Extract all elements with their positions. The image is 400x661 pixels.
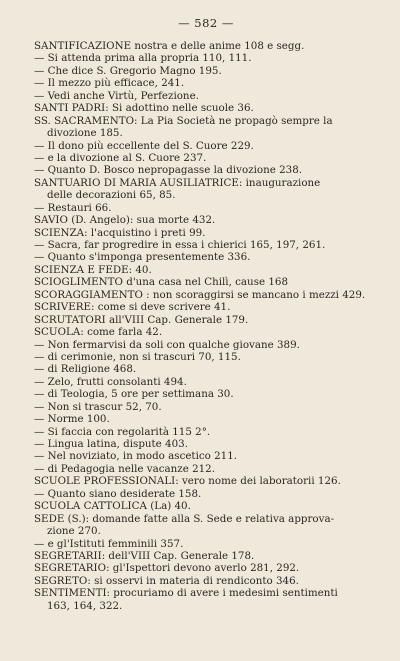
index-entry-continuation: 163, 164, 322.	[47, 599, 123, 612]
index-subentry: — Quanto D. Bosco nepropagasse la divozione 238.	[34, 164, 303, 177]
index-entry-heading: SS. SACRAMENTO: La Pia Società ne propagò sempre la	[34, 114, 333, 127]
index-entries	[34, 40, 380, 612]
index-subentry: — di cerimonie, non si trascuri 70, 115.	[34, 350, 241, 363]
index-subentry: — Si faccia con regolarità 115 2°.	[34, 425, 211, 438]
index-entry-heading: SCUOLA: come farla 42.	[34, 326, 163, 339]
index-entry-continuation: divozione 185.	[47, 127, 123, 140]
index-entry-heading: SCIENZA E FEDE: 40.	[34, 263, 152, 276]
index-subentry: — Sacra, far progredire in essa i chierici 165, 197, 261.	[34, 239, 326, 251]
index-entry-heading: SEGRETARIO: gl'Ispettori devono averlo 281, 292.	[34, 562, 300, 575]
index-subentry: — di Pedagogia nelle vacanze 212.	[34, 462, 215, 475]
index-subentry: — Nel noviziato, in modo ascetico 211.	[34, 450, 238, 463]
index-subentry: — Quanto siano desiderate 158.	[34, 487, 202, 500]
index-entry-heading: SEGRETARII: dell'VIII Cap. Generale 178.	[34, 549, 255, 562]
index-subentry: — Non fermarvisi da soli con qualche giovane 389.	[34, 338, 300, 351]
index-subentry: — Il dono più eccellente del S. Cuore 229.	[34, 139, 254, 152]
index-subentry: — di Religione 468.	[34, 363, 137, 376]
index-entry-heading: SCIENZA: l'acquistino i preti 99.	[34, 226, 206, 239]
index-entry-continuation: zione 270.	[47, 525, 101, 538]
index-entry-heading: SCUOLA CATTOLICA (La) 40.	[34, 500, 191, 513]
index-subentry: — Lingua latina, dispute 403.	[34, 438, 188, 450]
index-subentry: — Norme 100.	[34, 413, 110, 426]
index-subentry: — Non si trascur 52, 70.	[34, 400, 162, 413]
index-entry-heading: SAVIO (D. Angelo): sua morte 432.	[34, 214, 216, 227]
index-subentry: — Il mezzo più efficace, 241.	[34, 77, 185, 90]
index-subentry: — e gl'Istituti femminili 357.	[34, 537, 184, 550]
index-subentry: — e la divozione al S. Cuore 237.	[34, 151, 207, 164]
index-subentry: — Vedi anche Virtù, Perfezione.	[34, 89, 199, 102]
index-entry-heading: SANTIFICAZIONE nostra e delle anime 108 e segg.	[34, 40, 305, 52]
page-number: — 582 —	[178, 16, 234, 30]
index-subentry: — Si attenda prima alla propria 110, 111.	[34, 52, 252, 65]
index-entry-heading: SENTIMENTI: procuriamo di avere i medesimi sentimenti	[34, 587, 338, 600]
index-entry-heading: SCORAGGIAMENTO : non scoraggirsi se mancano i mezzi 429.	[34, 288, 366, 301]
index-entry-heading: SEDE (S.): domande fatte alla S. Sede e relativa approva-	[34, 512, 335, 525]
index-entry-heading: SEGRETO: si osservi in materia di rendiconto 346.	[34, 574, 299, 587]
index-entry-heading: SANTI PADRI: Si adottino nelle scuole 36.	[34, 102, 254, 115]
index-subentry: — Zelo, frutti consolanti 494.	[34, 375, 187, 388]
index-subentry: — Che dice S. Gregorio Magno 195.	[34, 64, 222, 77]
index-entry-continuation: delle decorazioni 65, 85.	[47, 189, 176, 202]
index-entry-heading: SANTUARIO DI MARIA AUSILIATRICE: inaugurazione	[34, 176, 321, 189]
index-entry-heading: SCIOGLIMENTO d'una casa nel Chilì, cause 168	[34, 276, 288, 289]
index-subentry: — Quanto s'imponga presentemente 336.	[34, 251, 251, 264]
index-entry-heading: SCRUTATORI all'VIII Cap. Generale 179.	[34, 313, 249, 326]
index-subentry: — di Teologia, 5 ore per settimana 30.	[34, 388, 234, 401]
index-entry-heading: SCRIVERE: come si deve scrivere 41.	[34, 301, 231, 314]
index-entry-heading: SCUOLE PROFESSIONALI: vero nome dei laboratorii 126.	[34, 475, 341, 488]
index-subentry: — Restauri 66.	[34, 201, 112, 214]
